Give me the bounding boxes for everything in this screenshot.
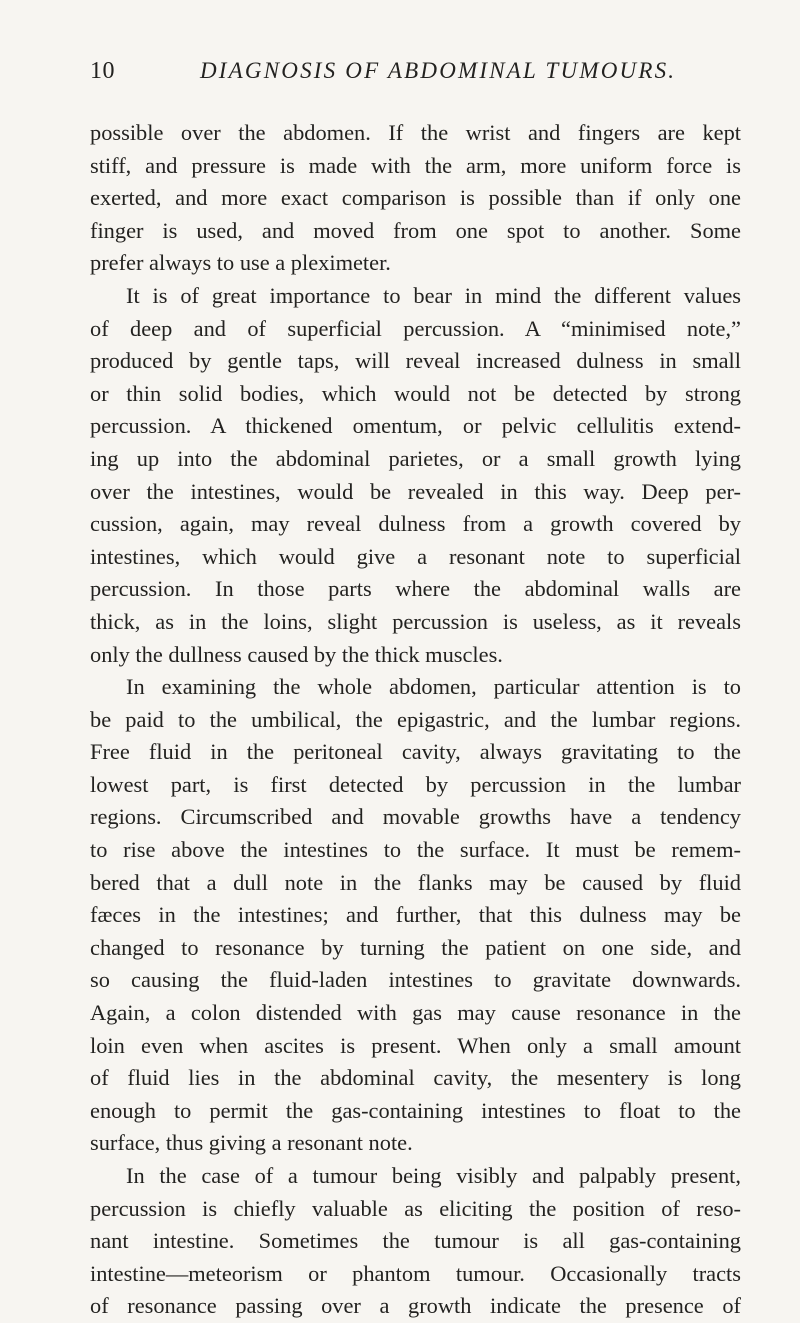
text-line: fæces in the intestines; and further, that this dulness may be bbox=[90, 902, 741, 928]
text-line: nant intestine. Sometimes the tumour is all gas-containing bbox=[90, 1228, 741, 1254]
paragraph-first-line: In examining the whole abdomen, particular attention is to bbox=[126, 674, 741, 700]
text-line: bered that a dull note in the flanks may be caused by fluid bbox=[90, 869, 741, 895]
text-line: possible over the abdomen. If the wrist and fingers are kept bbox=[90, 120, 741, 145]
text-line: enough to permit the gas-containing intestines to float to the bbox=[90, 1097, 741, 1123]
page-number: 10 bbox=[90, 58, 115, 84]
text-line: cussion, again, may reveal dulness from a growth covered by bbox=[90, 511, 741, 537]
text-line: over the intestines, would be revealed in this way. Deep per- bbox=[90, 478, 741, 504]
paragraph-first-line: It is of great importance to bear in mind the different values bbox=[126, 282, 741, 308]
text-line: of fluid lies in the abdominal cavity, the mesentery is long bbox=[90, 1065, 741, 1091]
paragraph-first-line: In the case of a tumour being visibly and palpably present, bbox=[126, 1163, 741, 1188]
text-line: to rise above the intestines to the surface. It must be remem- bbox=[90, 837, 741, 863]
text-line: so causing the fluid-laden intestines to gravitate downwards. bbox=[90, 967, 741, 993]
text-line: only the dullness caused by the thick muscles. bbox=[90, 641, 503, 667]
text-line: surface, thus giving a resonant note. bbox=[90, 1130, 413, 1156]
text-line: lowest part, is first detected by percussion in the lumbar bbox=[90, 771, 741, 797]
text-line: of deep and of superficial percussion. A “minimised note,” bbox=[90, 315, 741, 341]
running-title: DIAGNOSIS OF ABDOMINAL TUMOURS. bbox=[200, 58, 677, 83]
text-line: Free fluid in the peritoneal cavity, always gravitating to the bbox=[90, 739, 741, 765]
text-line: intestine—meteorism or phantom tumour. Occasionally tracts bbox=[90, 1260, 741, 1286]
text-line: prefer always to use a pleximeter. bbox=[90, 250, 391, 276]
text-line: or thin solid bodies, which would not be detected by strong bbox=[90, 380, 741, 406]
text-line: ing up into the abdominal parietes, or a small growth lying bbox=[90, 445, 741, 471]
text-line: regions. Circumscribed and movable growths have a tendency bbox=[90, 804, 741, 830]
text-line: thick, as in the loins, slight percussion is useless, as it reveals bbox=[90, 608, 741, 634]
text-line: Again, a colon distended with gas may cause resonance in the bbox=[90, 1000, 741, 1026]
text-line: of resonance passing over a growth indicate the presence of bbox=[90, 1293, 741, 1319]
text-line: be paid to the umbilical, the epigastric, and the lumbar regions. bbox=[90, 706, 741, 732]
text-line: exerted, and more exact comparison is possible than if only one bbox=[90, 185, 741, 211]
text-line: percussion is chiefly valuable as eliciting the position of reso- bbox=[90, 1195, 741, 1221]
text-line: loin even when ascites is present. When only a small amount bbox=[90, 1032, 741, 1058]
text-line: stiff, and pressure is made with the arm, more uniform force is bbox=[90, 152, 741, 178]
body-text bbox=[90, 117, 741, 1323]
text-line: produced by gentle taps, will reveal increased dulness in small bbox=[90, 348, 741, 374]
text-line: changed to resonance by turning the patient on one side, and bbox=[90, 934, 741, 960]
text-line: percussion. In those parts where the abdominal walls are bbox=[90, 576, 741, 602]
page-header bbox=[90, 58, 740, 94]
text-line: finger is used, and moved from one spot to another. Some bbox=[90, 217, 741, 243]
text-line: intestines, which would give a resonant note to superficial bbox=[90, 543, 741, 569]
text-line: percussion. A thickened omentum, or pelvic cellulitis extend- bbox=[90, 413, 741, 439]
